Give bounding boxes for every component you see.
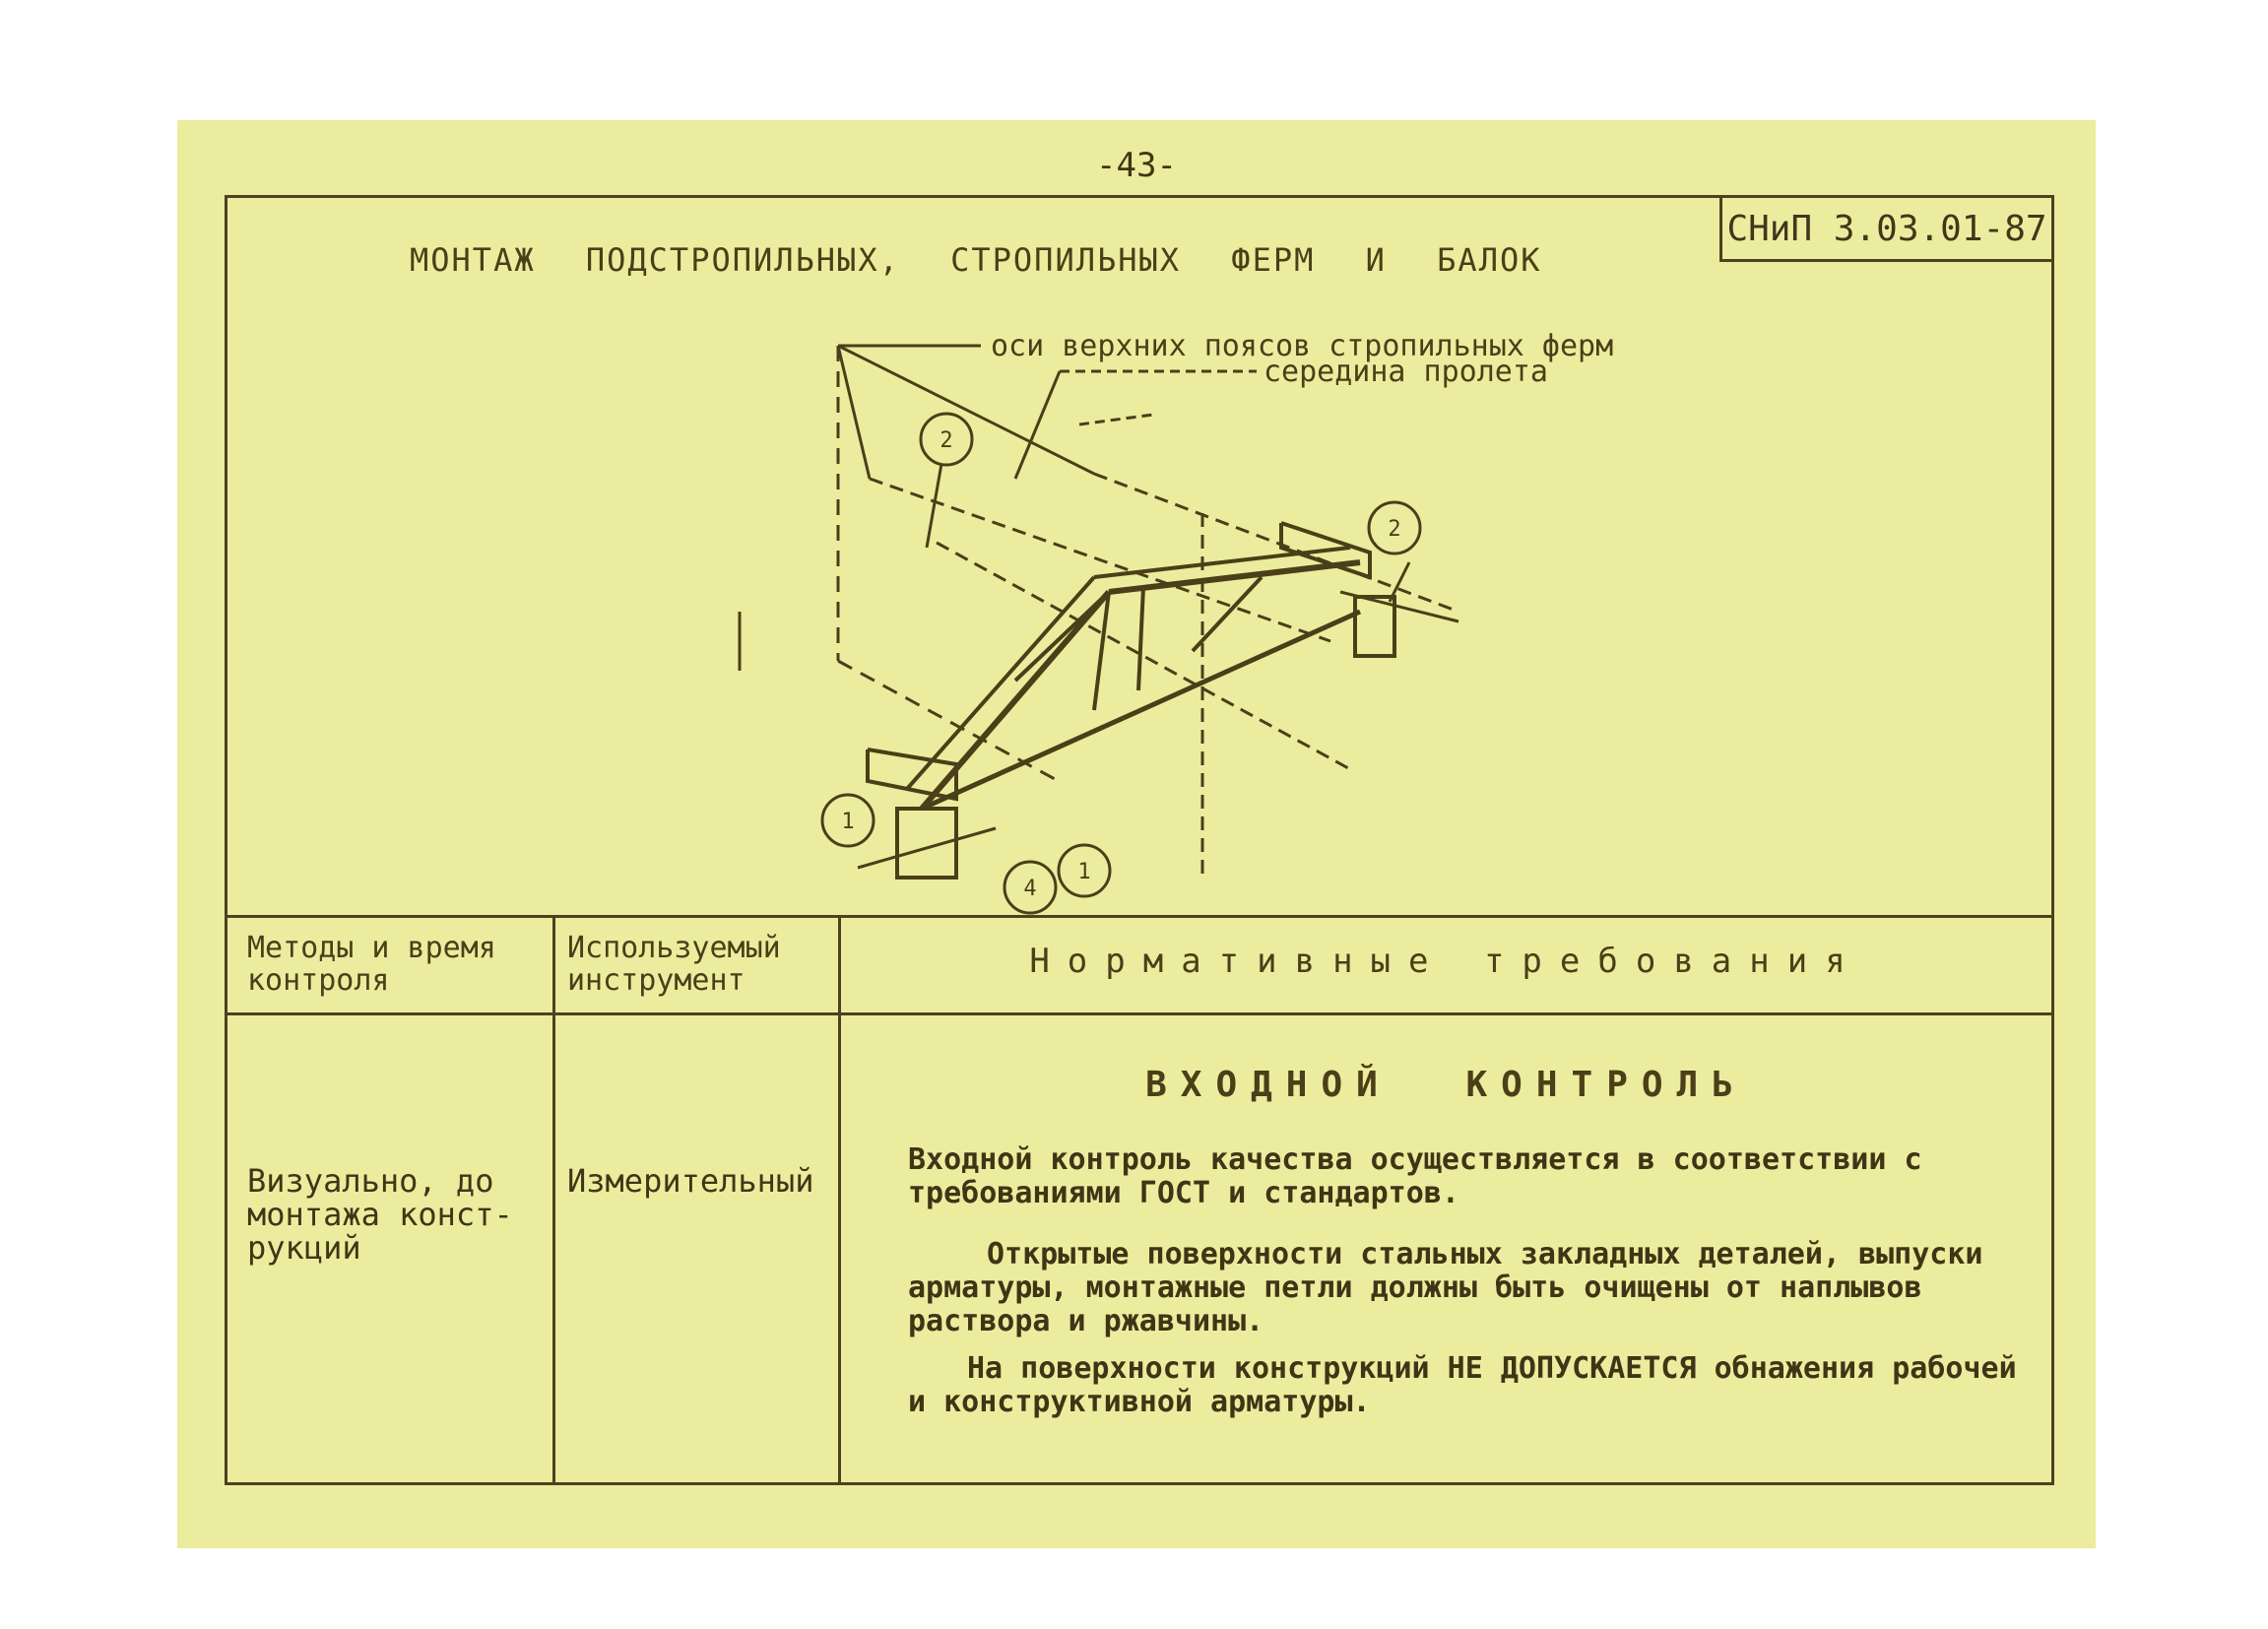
marker-label: 1 bbox=[1077, 860, 1091, 884]
chord-axis-line bbox=[838, 346, 870, 479]
header-methods: Методы и время контроля bbox=[247, 931, 496, 998]
truss-web-member bbox=[1138, 587, 1143, 690]
section-title: ВХОДНОЙ КОНТРОЛЬ bbox=[1145, 1065, 1747, 1105]
header-tool: Используемый инструмент bbox=[567, 931, 781, 998]
marker-leader bbox=[1340, 592, 1458, 621]
page-number: -43- bbox=[1096, 146, 1177, 185]
left-bearing-beam bbox=[868, 749, 956, 799]
span-axis-line bbox=[1094, 474, 1458, 612]
header-requirements: Нормативные требования bbox=[1029, 942, 1863, 981]
marker-label: 4 bbox=[1023, 877, 1037, 901]
requirement-paragraph: Открытые поверхности стальных закладных деталей, выпуски арматуры, монтажные петли должны быть очищены от наплывов раствора и ржавчины. bbox=[908, 1237, 1983, 1338]
truss-web-member bbox=[1015, 592, 1109, 681]
marker-leader bbox=[927, 464, 941, 548]
label-mid-span: середина пролета bbox=[1264, 355, 1548, 389]
column-divider bbox=[552, 918, 555, 1485]
tool-value: Измерительный bbox=[567, 1162, 814, 1200]
label-top-chords: оси верхних поясов стропильных ферм bbox=[991, 329, 1614, 363]
marker-label: 1 bbox=[841, 810, 855, 834]
marker-label: 2 bbox=[1388, 517, 1401, 542]
sheet-title: МОНТАЖ ПОДСТРОПИЛЬНЫХ, СТРОПИЛЬНЫХ ФЕРМ И БАЛОК bbox=[410, 241, 1542, 279]
document-code: СНиП 3.03.01-87 bbox=[1719, 195, 2054, 262]
chord-axis-line bbox=[1015, 371, 1060, 479]
requirement-paragraph: Входной контроль качества осуществляется в соответствии с требованиями ГОСТ и стандартов. bbox=[908, 1142, 1922, 1210]
span-axis-line bbox=[870, 479, 1330, 641]
right-support-column bbox=[1355, 597, 1394, 656]
methods-value: Визуально, до монтажа конст-рукций bbox=[247, 1162, 513, 1267]
form-frame bbox=[225, 195, 2054, 1485]
truss-top-chord-left-inner bbox=[907, 577, 1094, 789]
requirements-table bbox=[227, 915, 2051, 1485]
truss-top-chord-left bbox=[922, 592, 1109, 809]
marker-label: 2 bbox=[940, 428, 953, 453]
requirements-cell bbox=[841, 1015, 2051, 1485]
truss-installation-diagram bbox=[227, 198, 2051, 915]
truss-top-chord-right-inner bbox=[1094, 548, 1350, 577]
marker-leader bbox=[1390, 562, 1409, 602]
marker-leader bbox=[858, 828, 996, 868]
document-page bbox=[177, 120, 2096, 1548]
requirement-paragraph: На поверхности конструкций НЕ ДОПУСКАЕТСЯ обнажения рабочей и конструктивной арматуры. bbox=[908, 1351, 2017, 1419]
marker-leader bbox=[1079, 415, 1153, 424]
